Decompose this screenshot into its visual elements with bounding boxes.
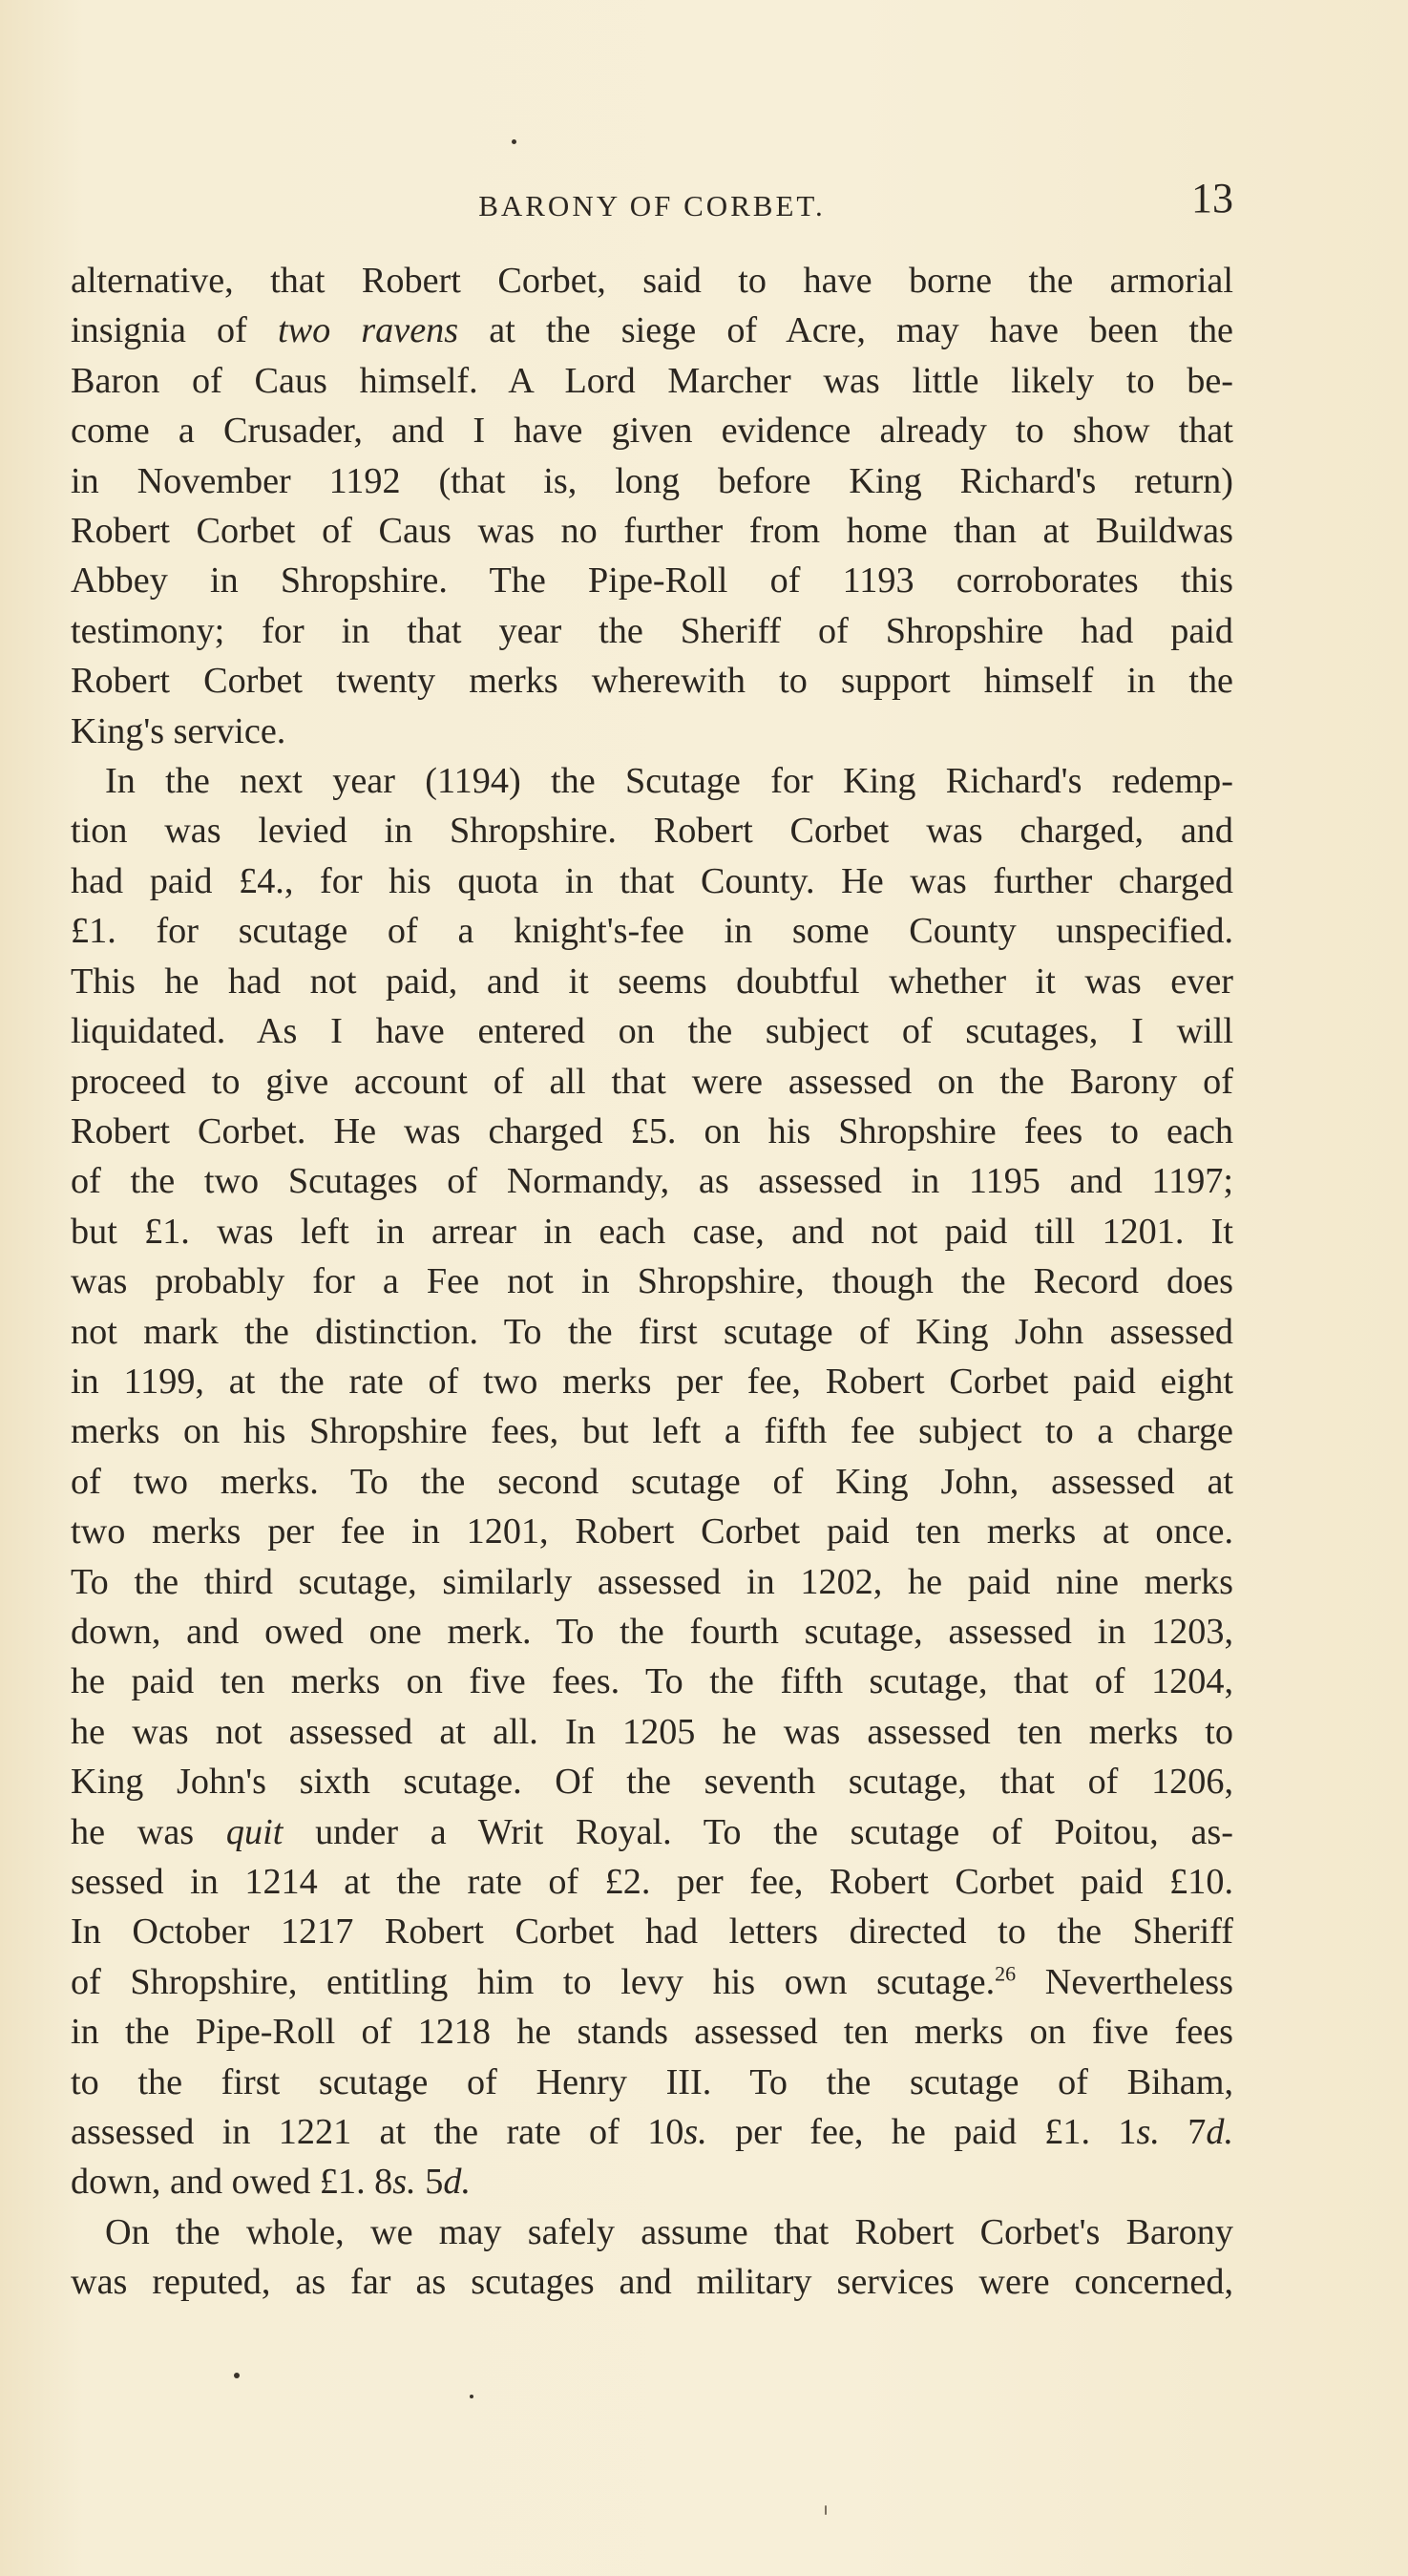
text-line: he was not assessed at all. In 1205 he was assessed ten merks to <box>71 1711 1233 1752</box>
text-line: testimony; for in that year the Sheriff of Shropshire had paid <box>71 610 1233 651</box>
text-line: merks on his Shropshire fees, but left a fifth fee subject to a charge <box>71 1411 1233 1452</box>
paragraph-3 <box>71 2207 1233 2308</box>
paragraph-1 <box>71 256 1233 756</box>
text-line: To the third scutage, similarly assessed in 1202, he paid nine merks <box>71 1561 1233 1602</box>
text-line: This he had not paid, and it seems doubtful whether it was ever <box>71 961 1233 1002</box>
text-line: of the two Scutages of Normandy, as assessed in 1195 and 1197; <box>71 1161 1233 1202</box>
text-line: Robert Corbet of Caus was no further from home than at Buildwas <box>71 511 1233 552</box>
text-line: was probably for a Fee not in Shropshire, though the Record does <box>71 1261 1233 1302</box>
text-line: proceed to give account of all that were assessed on the Barony of <box>71 1061 1233 1102</box>
text-line: In October 1217 Robert Corbet had letters directed to the Sheriff <box>71 1911 1233 1953</box>
text-line: of Shropshire, entitling him to levy his own scutage.$^{26}$ Nevertheless <box>71 1961 1233 2002</box>
text-line: On the whole, we may safely assume that Robert Corbet's Barony <box>105 2211 1233 2252</box>
text-line: King's service. <box>71 710 286 751</box>
text-line: had paid £4., for his quota in that County. He was further charged <box>71 860 1233 901</box>
text-line: Robert Corbet. He was charged £5. on his Shropshire fees to each <box>71 1110 1233 1151</box>
text-line: he paid ten merks on five fees. To the fifth scutage, that of 1204, <box>71 1661 1233 1702</box>
running-head: BARONY OF CORBET. <box>478 189 826 222</box>
paragraph-2 <box>71 756 1233 2207</box>
ink-speck <box>234 2373 240 2378</box>
text-line: Robert Corbet twenty merks wherewith to support himself in the <box>71 661 1233 702</box>
text-line: Baron of Caus himself. A Lord Marcher was little likely to be- <box>71 360 1233 401</box>
text-line: he was quit under a Writ Royal. To the scutage of Poitou, as- <box>71 1811 1233 1852</box>
text-line: sessed in 1214 at the rate of £2. per fee, Robert Corbet paid £10. <box>71 1862 1233 1902</box>
ink-speck <box>512 139 516 144</box>
text-line: tion was levied in Shropshire. Robert Corbet was charged, and <box>71 811 1233 852</box>
text-line: alternative, that Robert Corbet, said to have borne the armorial <box>71 261 1233 301</box>
text-line: to the first scutage of Henry III. To the scutage of Biham, <box>71 2061 1233 2102</box>
text-line: of two merks. To the second scutage of King John, assessed at <box>71 1461 1233 1502</box>
text-line: come a Crusader, and I have given evidence already to show that <box>71 411 1233 452</box>
text-line: King John's sixth scutage. Of the seventh scutage, that of 1206, <box>71 1762 1233 1803</box>
body-text <box>71 256 1233 2308</box>
text-line: assessed in 1221 at the rate of 10s. per fee, he paid £1. 1s. 7d. <box>71 2112 1233 2153</box>
text-line: liquidated. As I have entered on the subject of scutages, I will <box>71 1011 1233 1052</box>
page-header <box>71 170 1233 227</box>
page-number: 13 <box>1191 175 1233 222</box>
ink-speck <box>470 2395 473 2398</box>
text-line: down, and owed one merk. To the fourth scutage, assessed in 1203, <box>71 1611 1233 1652</box>
text-line: two merks per fee in 1201, Robert Corbet paid ten merks at once. <box>71 1511 1233 1552</box>
text-line: insignia of two ravens at the siege of Acre, may have been the <box>71 310 1233 351</box>
ink-speck <box>825 2505 827 2515</box>
text-line: down, and owed £1. 8s. 5d. <box>71 2162 471 2203</box>
text-line: in the Pipe-Roll of 1218 he stands assessed ten merks on five fees <box>71 2012 1233 2053</box>
text-line: was reputed, as far as scutages and military services were concerned, <box>71 2262 1233 2303</box>
text-line: In the next year (1194) the Scutage for King Richard's redemp- <box>105 761 1233 802</box>
text-line: not mark the distinction. To the first scutage of King John assessed <box>71 1311 1233 1352</box>
text-line: in 1199, at the rate of two merks per fee, Robert Corbet paid eight <box>71 1361 1233 1402</box>
text-line: £1. for scutage of a knight's-fee in some County unspecified. <box>71 911 1233 952</box>
text-line: in November 1192 (that is, long before King Richard's return) <box>71 460 1233 501</box>
text-line: but £1. was left in arrear in each case, and not paid till 1201. It <box>71 1211 1233 1252</box>
text-line: Abbey in Shropshire. The Pipe-Roll of 1193 corroborates this <box>71 560 1233 602</box>
